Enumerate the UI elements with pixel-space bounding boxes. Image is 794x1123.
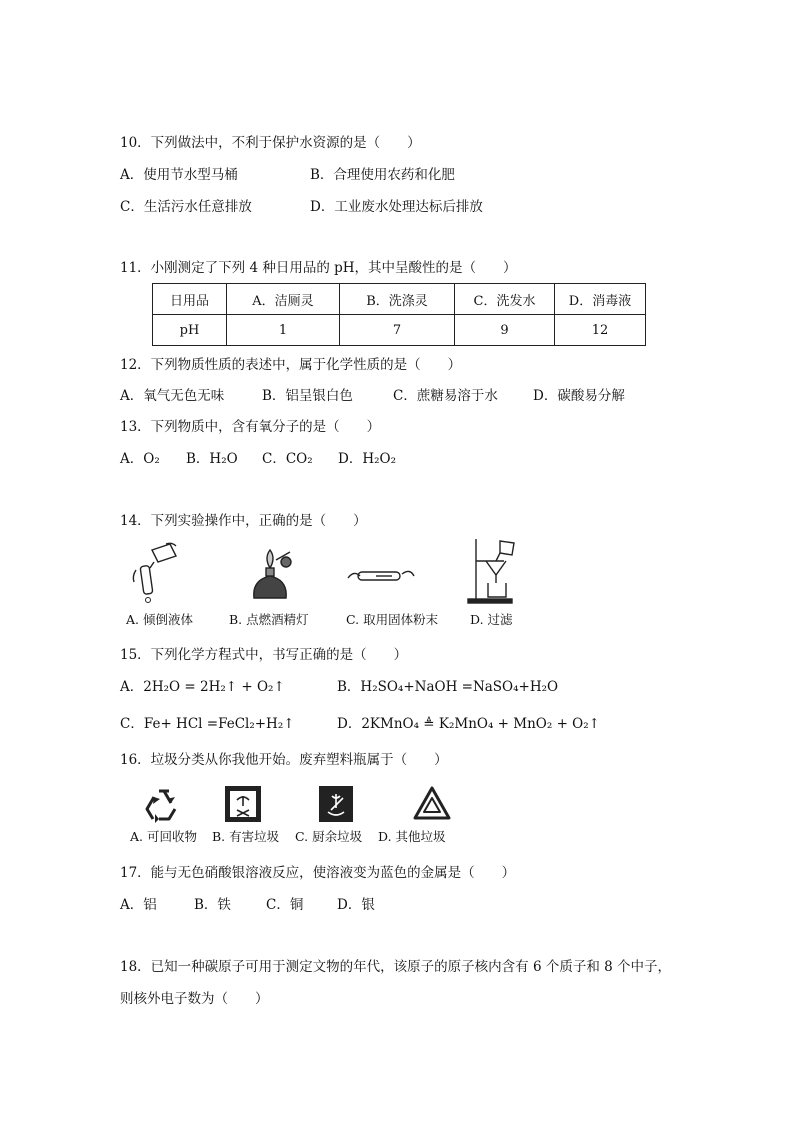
q10-option-c: C．生活污水任意排放 bbox=[120, 199, 252, 215]
q15-option-b: B．H₂SO₄+NaOH =NaSO₄+H₂O bbox=[337, 679, 559, 695]
q13-option-b: B．H₂O bbox=[186, 451, 238, 467]
q13-option-c: C．CO₂ bbox=[262, 451, 313, 467]
ph-table-header: 日用品 bbox=[153, 284, 227, 315]
q12-stem: 12．下列物质性质的表述中，属于化学性质的是（ ） bbox=[120, 357, 462, 373]
q15-option-d: D．2KMnO₄ ≜ K₂MnO₄ + MnO₂ + O₂↑ bbox=[337, 716, 600, 732]
ph-table bbox=[152, 283, 646, 346]
q14-caption-b: B. 点燃酒精灯 bbox=[229, 612, 309, 627]
ph-table-header: B．洗涤灵 bbox=[340, 284, 455, 315]
q16-caption-d: D. 其他垃圾 bbox=[378, 829, 446, 844]
q16-caption-a: A. 可回收物 bbox=[130, 829, 197, 844]
ph-table-header: A．洁厕灵 bbox=[227, 284, 340, 315]
ph-table-cell: 1 bbox=[227, 315, 340, 346]
solid-powder-icon bbox=[346, 560, 416, 590]
q17-stem: 17．能与无色硝酸银溶液反应，使溶液变为蓝色的金属是（ ） bbox=[120, 865, 516, 881]
ph-table-header: D．消毒液 bbox=[555, 284, 646, 315]
q16-caption-c: C. 厨余垃圾 bbox=[295, 829, 363, 844]
kitchen-waste-icon bbox=[319, 786, 353, 822]
recycle-icon bbox=[143, 787, 185, 823]
q15-option-c: C．Fe+ HCl =FeCl₂+H₂↑ bbox=[120, 716, 295, 732]
q14-caption-d: D. 过滤 bbox=[470, 612, 513, 627]
q10-stem: 10．下列做法中，不利于保护水资源的是（ ） bbox=[120, 135, 421, 151]
q12-option-a: A．氧气无色无味 bbox=[120, 388, 225, 404]
q16-stem: 16．垃圾分类从你我他开始。废弃塑料瓶属于（ ） bbox=[120, 752, 448, 768]
other-waste-icon bbox=[411, 785, 453, 823]
q10-option-a: A．使用节水型马桶 bbox=[120, 167, 238, 183]
q17-option-c: C．铜 bbox=[266, 897, 304, 913]
q12-option-b: B．铝呈银白色 bbox=[262, 388, 353, 404]
q12-option-d: D．碳酸易分解 bbox=[533, 388, 625, 404]
q12-option-c: C．蔗糖易溶于水 bbox=[393, 388, 498, 404]
q15-option-a: A．2H₂O = 2H₂↑ + O₂↑ bbox=[120, 679, 285, 695]
q14-stem: 14．下列实验操作中，正确的是（ ） bbox=[120, 513, 367, 529]
q17-option-a: A．铝 bbox=[120, 897, 157, 913]
q17-option-b: B．铁 bbox=[194, 897, 231, 913]
q11-stem: 11．小刚测定了下列 4 种日用品的 pH，其中呈酸性的是（ ） bbox=[120, 260, 517, 276]
q13-option-d: D．H₂O₂ bbox=[338, 451, 396, 467]
hazardous-waste-icon bbox=[225, 786, 261, 822]
q17-option-d: D．银 bbox=[337, 897, 375, 913]
ph-table-cell: 9 bbox=[455, 315, 555, 346]
q10-option-b: B．合理使用农药和化肥 bbox=[310, 167, 455, 183]
ph-table-header: C．洗发水 bbox=[455, 284, 555, 315]
q13-option-a: A．O₂ bbox=[120, 451, 160, 467]
ph-table-row bbox=[153, 315, 646, 346]
q16-caption-b: B. 有害垃圾 bbox=[212, 829, 280, 844]
q18-stem-line2: 则核外电子数为（ ） bbox=[120, 991, 269, 1007]
ph-table-header-row bbox=[153, 284, 646, 315]
ph-table-cell: 7 bbox=[340, 315, 455, 346]
q14-caption-a: A. 倾倒液体 bbox=[126, 612, 193, 627]
q10-option-d: D．工业废水处理达标后排放 bbox=[310, 199, 483, 215]
pouring-liquid-icon bbox=[126, 540, 186, 606]
q14-caption-c: C. 取用固体粉末 bbox=[346, 612, 439, 627]
ph-table-cell: 12 bbox=[555, 315, 646, 346]
filtration-icon bbox=[464, 537, 524, 605]
q15-stem: 15．下列化学方程式中，书写正确的是（ ） bbox=[120, 647, 408, 663]
alcohol-lamp-icon bbox=[246, 546, 296, 602]
q18-stem-line1: 18．已知一种碳原子可用于测定文物的年代，该原子的原子核内含有 6 个质子和 8 个中子， bbox=[120, 959, 672, 975]
ph-table-cell: pH bbox=[153, 315, 227, 346]
q13-stem: 13．下列物质中，含有氧分子的是（ ） bbox=[120, 419, 381, 435]
